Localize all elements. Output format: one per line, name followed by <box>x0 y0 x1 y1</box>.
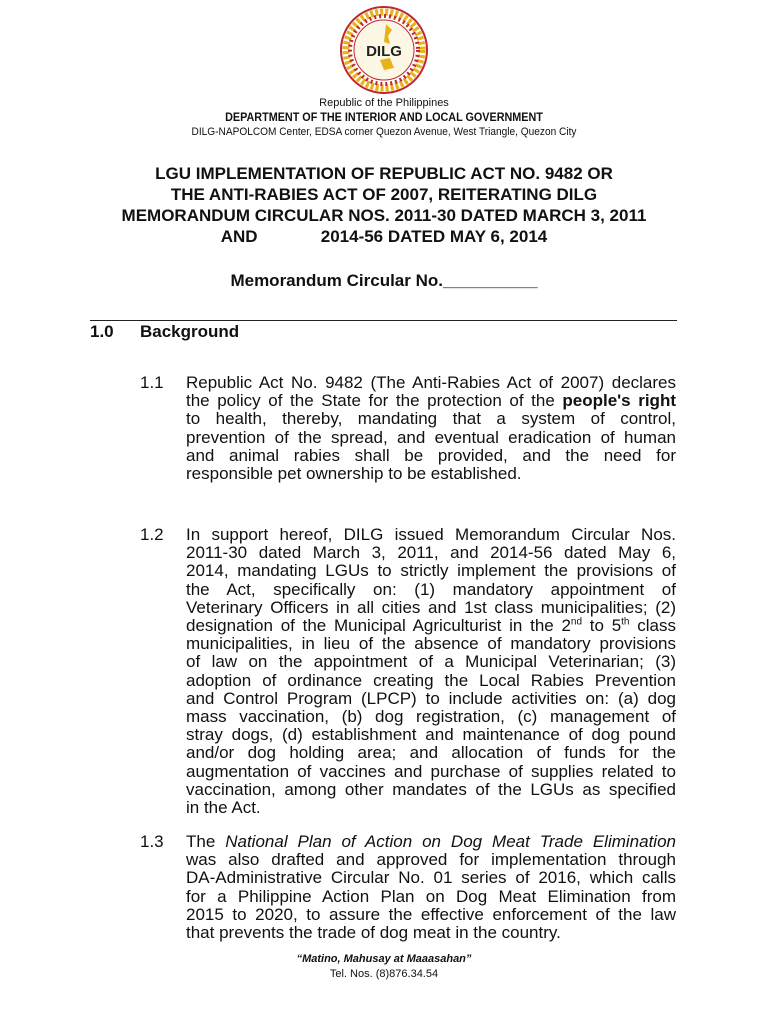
paragraph-line <box>186 690 676 708</box>
text-segment: responsible pet ownership to be established. <box>186 464 522 483</box>
paragraph-line <box>186 653 676 671</box>
footer-telephone: Tel. Nos. (8)876.34.54 <box>329 968 439 980</box>
text-segment: DA-Administrative Circular No. 01 series of 2016, which calls <box>186 868 676 888</box>
paragraph-line <box>186 781 676 799</box>
text-segment: vaccination, among other mandates of the LGUs as specified <box>186 779 676 799</box>
section-number: 1.0 <box>90 322 114 341</box>
department-name: DEPARTMENT OF THE INTERIOR AND LOCAL GOVERNMENT <box>225 110 543 124</box>
text-segment: stray dogs, (d) establishment and maintenance of dog pound <box>186 725 676 745</box>
paragraph-line <box>186 726 676 744</box>
text-segment: 2014, mandating LGUs to strictly implement the provisions of <box>186 561 676 581</box>
paragraph-line <box>186 744 676 762</box>
paragraph-line <box>186 851 676 869</box>
text-segment: th <box>621 616 630 628</box>
divider <box>90 320 677 321</box>
paragraph-line <box>186 906 676 924</box>
paragraph-line <box>186 708 676 726</box>
paragraph-line <box>186 888 676 906</box>
text-segment: municipalities, in lieu of the absence of mandatory provisions <box>186 634 676 654</box>
svg-text:DILG: DILG <box>366 43 402 60</box>
paragraph-line <box>186 562 676 580</box>
text-segment: prevention of the spread, and eventual eradication of human <box>186 427 676 447</box>
title-line-4: 2014-56 DATED MAY 6, 2014 <box>320 227 548 246</box>
paragraph-line <box>186 763 676 781</box>
text-segment: for a Philippine Action Plan on Dog Meat Elimination from <box>186 886 676 906</box>
text-segment: nd <box>570 616 583 628</box>
section-heading: Background <box>140 322 240 341</box>
paragraph-line <box>186 429 676 447</box>
dilg-logo <box>340 6 428 94</box>
paragraph-line <box>186 599 676 617</box>
document-title <box>0 163 768 247</box>
department-address: DILG-NAPOLCOM Center, EDSA corner Quezon Avenue, West Triangle, Quezon City <box>191 126 577 138</box>
paragraph-line <box>186 635 676 653</box>
text-segment: people's right <box>562 391 676 411</box>
paragraph-number: 1.3 <box>140 832 164 851</box>
text-segment: that prevents the trade of dog meat in the country. <box>186 923 561 942</box>
text-segment: Veterinary Officers in all cities and 1st class municipalities; (2) <box>186 597 676 617</box>
text-segment: class <box>629 616 676 635</box>
paragraph-line <box>186 544 676 562</box>
paragraph-line <box>186 672 676 690</box>
text-segment: to 5 <box>582 616 622 635</box>
text-segment: mass vaccination, (b) dog registration, (c) management of <box>186 707 676 726</box>
paragraph-line <box>186 465 676 483</box>
paragraph-number: 1.2 <box>140 525 164 544</box>
text-segment: and/or dog holding area; and allocation of funds for the <box>186 743 676 763</box>
footer-motto: “Matino, Mahusay at Maaasahan” <box>296 953 472 965</box>
title-line: LGU IMPLEMENTATION OF REPUBLIC ACT NO. 9482 OR <box>155 164 613 183</box>
text-segment: of law on the appointment of a Municipal Veterinarian; (3) <box>186 652 676 672</box>
title-line: MEMORANDUM CIRCULAR NOS. 2011-30 DATED MARCH 3, 2011 <box>121 206 647 225</box>
paragraph-line <box>186 410 676 428</box>
paragraph-line <box>186 833 676 851</box>
paragraph-line <box>186 526 676 544</box>
paragraph-line <box>186 374 676 392</box>
text-segment: Republic Act No. 9482 (The Anti-Rabies Act of 2007) declares <box>186 373 676 392</box>
text-segment: 2015 to 2020, to assure the effective enforcement of the law <box>186 904 676 924</box>
paragraph-line <box>186 869 676 887</box>
text-segment: National Plan of Action on Dog Meat Trade Elimination <box>225 832 676 851</box>
republic-label: Republic of the Philippines <box>319 97 449 109</box>
text-segment: the policy of the State for the protection of the <box>186 391 563 411</box>
text-segment: to health, thereby, mandating that a system of control, <box>186 409 676 429</box>
text-segment: and animal rabies shall be provided, and the need for <box>186 445 676 465</box>
text-segment: 2011-30 dated March 3, 2011, and 2014-56 dated May 6, <box>186 543 676 563</box>
text-segment: In support hereof, DILG issued Memorandum Circular Nos. <box>186 525 676 544</box>
paragraph-line <box>186 447 676 465</box>
memorandum-circular-number: Memorandum Circular No.__________ <box>230 271 538 290</box>
paragraph-line <box>186 392 676 410</box>
text-segment: in the Act. <box>186 798 261 817</box>
text-segment: was also drafted and approved for implementation through <box>186 850 676 870</box>
paragraph-line <box>186 617 676 635</box>
paragraph-number: 1.1 <box>140 373 164 392</box>
text-segment: augmentation of vaccines and purchase of supplies related to <box>186 761 676 781</box>
paragraph-line <box>186 924 676 942</box>
text-segment: The <box>186 832 226 851</box>
text-segment: the Act, specifically on: (1) mandatory appointment of <box>186 579 676 599</box>
paragraph-line <box>186 799 676 817</box>
title-line: THE ANTI-RABIES ACT OF 2007, REITERATING DILG <box>170 185 598 204</box>
paragraph-line <box>186 581 676 599</box>
text-segment: designation of the Municipal Agriculturist in the 2 <box>186 616 571 635</box>
text-segment: and Control Program (LPCP) to include activities on: (a) dog <box>186 688 676 708</box>
title-line <box>0 226 768 247</box>
text-segment: adoption of ordinance creating the Local Rabies Prevention <box>186 670 676 690</box>
title-and: AND <box>220 227 258 246</box>
